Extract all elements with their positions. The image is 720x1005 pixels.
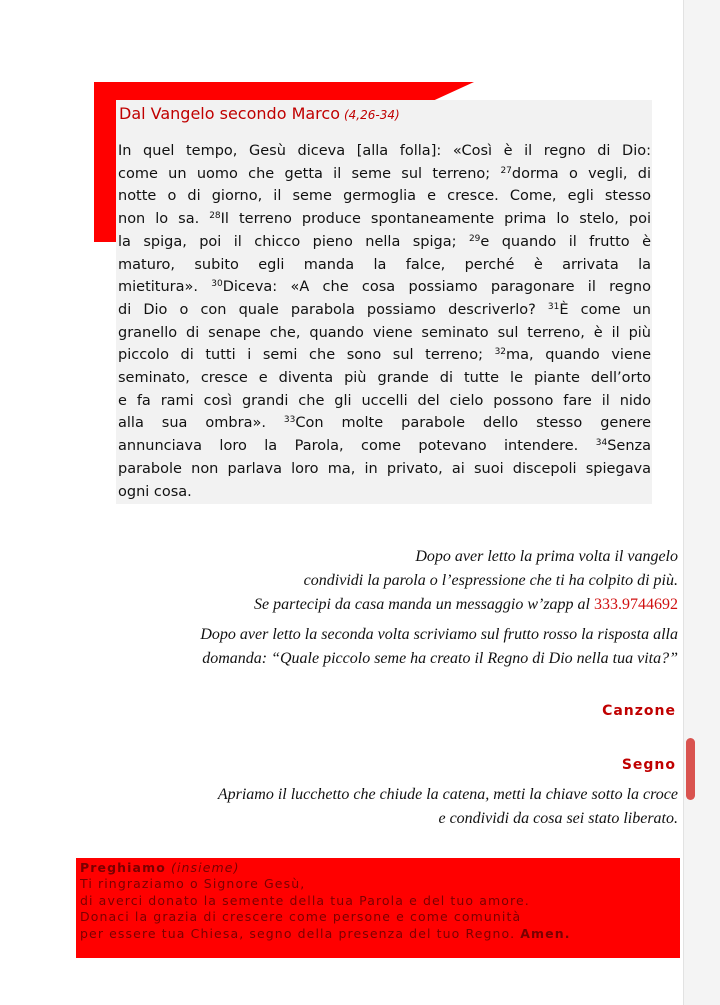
prayer-line-4 xyxy=(80,926,676,942)
gospel-line-text: di Dio o con quale parabola possiamo descriverlo? xyxy=(118,301,548,318)
instruction-line-3-text: Se partecipi da casa manda un messaggio w’zapp al xyxy=(254,596,594,613)
gospel-line-text: granello di senape che, quando viene seminato sul terreno, è il più xyxy=(118,324,651,341)
gospel-line xyxy=(118,412,651,435)
gospel-line xyxy=(118,299,651,322)
gospel-line xyxy=(118,163,651,186)
verse-number: 30 xyxy=(211,279,223,290)
verse-number: 27 xyxy=(500,165,512,176)
gospel-title-text: Dal Vangelo secondo Marco xyxy=(119,104,340,123)
gospel-line xyxy=(118,458,651,481)
gospel-reference: (4,26-34) xyxy=(343,108,400,122)
instruction-line-3 xyxy=(254,596,678,614)
gospel-line-text: maturo, subito egli manda la falce, perché è arrivata la xyxy=(118,256,651,273)
gospel-line-text: e quando il frutto è xyxy=(480,233,651,250)
prayer-box xyxy=(76,858,680,958)
gospel-line-text: notte o di giorno, il seme germoglia e cresce. Come, egli stesso xyxy=(118,188,651,205)
gospel-line-text: Con molte parabole dello stesso genere xyxy=(295,415,651,432)
canzone-heading: Canzone xyxy=(602,703,676,719)
segno-line-1: Apriamo il lucchetto che chiude la catena, metti la chiave sotto la croce xyxy=(217,786,678,803)
gospel-line xyxy=(118,254,651,277)
gospel-line xyxy=(118,185,651,208)
verse-number: 33 xyxy=(283,415,296,426)
gospel-line-text: come un uomo che getta il seme sul terreno; xyxy=(118,165,501,182)
gospel-line xyxy=(118,390,651,413)
instruction-line-4: Dopo aver letto la seconda volta scriviamo sul frutto rosso la risposta alla xyxy=(200,626,678,643)
prayer-subtitle: (insieme) xyxy=(170,860,240,875)
prayer-line-4-text: per essere tua Chiesa, segno della presenza del tuo Regno. xyxy=(80,925,521,941)
gospel-line-text: ma, quando viene xyxy=(506,347,651,364)
gospel-line-text: parabole non parlava loro ma, in privato, ai suoi discepoli spiegava xyxy=(118,460,651,477)
prayer-title-line xyxy=(80,860,676,876)
gospel-line xyxy=(118,322,651,345)
segno-line-2: e condividi da cosa sei stato liberato. xyxy=(438,810,678,827)
verse-number: 29 xyxy=(468,233,481,244)
gospel-line xyxy=(118,367,651,390)
gospel-line-text: Diceva: «A che cosa possiamo paragonare il regno xyxy=(222,279,651,296)
gospel-line xyxy=(118,276,651,299)
gospel-line-text: mietitura». xyxy=(118,279,212,296)
verse-number: 31 xyxy=(547,301,560,312)
gospel-line xyxy=(118,344,651,367)
verse-number: 28 xyxy=(209,211,221,222)
gospel-line-text: annunciava loro la Parola, come potevano intendere. xyxy=(118,438,596,455)
gospel-line-text: ogni cosa. xyxy=(118,483,192,500)
gospel-line xyxy=(118,140,651,163)
prayer-title: Preghiamo xyxy=(80,860,166,875)
gospel-line-text: seminato, cresce e diventa più grande di tutte le piante dell’orto xyxy=(118,370,651,387)
scrollbar-thumb[interactable] xyxy=(686,738,695,800)
gospel-line-text: dorma o vegli, di xyxy=(511,165,651,182)
gospel-line-text: È come un xyxy=(559,301,651,318)
gospel-line xyxy=(118,231,651,254)
gospel-line xyxy=(118,435,651,458)
gospel-line-text: alla sua ombra». xyxy=(118,415,284,432)
gospel-text xyxy=(118,140,651,503)
gospel-line-text: Il terreno produce spontaneamente prima lo stelo, poi xyxy=(220,211,651,228)
prayer-amen: Amen. xyxy=(520,925,571,941)
gospel-line-text: Senza xyxy=(607,438,651,455)
gospel-title xyxy=(119,104,400,123)
gospel-line-text: non lo sa. xyxy=(118,211,210,228)
gospel-line xyxy=(118,208,651,231)
verse-number: 34 xyxy=(595,438,608,449)
segno-heading: Segno xyxy=(621,757,676,773)
instruction-line-1: Dopo aver letto la prima volta il vangelo xyxy=(415,548,678,565)
gospel-line xyxy=(118,481,651,504)
page-edge xyxy=(683,0,720,1005)
gospel-line-text: la spiga, poi il chicco pieno nella spiga; xyxy=(118,233,469,250)
instruction-line-5: domanda: “Quale piccolo seme ha creato il Regno di Dio nella tua vita?” xyxy=(202,650,678,667)
instruction-line-2: condividi la parola o l’espressione che ti ha colpito di più. xyxy=(303,572,678,589)
gospel-line-text: e fa rami così grandi che gli uccelli del cielo possono fare il nido xyxy=(118,392,651,409)
prayer-line-1: Ti ringraziamo o Signore Gesù, xyxy=(80,876,306,892)
gospel-line-text: piccolo di tutti i semi che sono sul terreno; xyxy=(118,347,495,364)
phone-number[interactable]: 333.9744692 xyxy=(594,596,678,613)
gospel-line-text: In quel tempo, Gesù diceva [alla folla]: «Così è il regno di Dio: xyxy=(118,143,651,159)
prayer-line-2: di averci donato la semente della tua Parola e del tuo amore. xyxy=(80,892,530,908)
prayer-line-3: Donaci la grazia di crescere come persone e come comunità xyxy=(80,909,522,925)
verse-number: 32 xyxy=(494,347,507,358)
